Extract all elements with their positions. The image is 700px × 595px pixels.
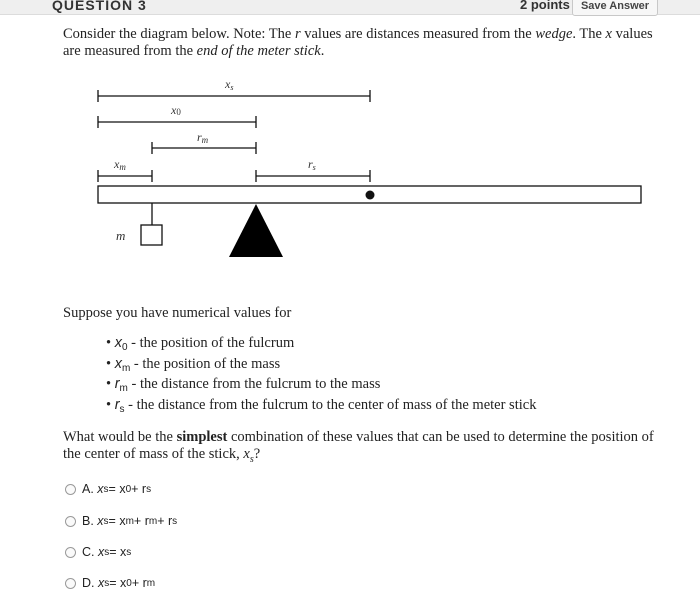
intro-x-symbol: x bbox=[605, 26, 612, 42]
option-op: + r bbox=[157, 514, 173, 528]
bullet-symbol: r bbox=[114, 376, 120, 392]
question-subscript: s bbox=[249, 453, 254, 465]
question-part: What would be the bbox=[63, 429, 177, 445]
bullet-desc: - the position of the fulcrum bbox=[127, 335, 295, 351]
label-xs: xs bbox=[225, 77, 234, 92]
label-x0: x0 bbox=[171, 103, 181, 117]
option-lhs: x bbox=[97, 576, 105, 590]
save-answer-button[interactable]: Save Answer bbox=[572, 0, 658, 16]
label-xm: xm bbox=[114, 157, 126, 172]
bullet-symbol: r bbox=[114, 396, 120, 413]
option-sub: s bbox=[126, 546, 132, 558]
intro-wedge: wedge bbox=[535, 26, 573, 42]
mass-box bbox=[141, 225, 162, 245]
question-text bbox=[63, 429, 663, 468]
bullet-subscript: m bbox=[121, 362, 131, 374]
intro-part: Consider the diagram below. Note: The bbox=[63, 26, 295, 42]
option-lhs: x bbox=[97, 545, 105, 559]
label-m: m bbox=[116, 228, 126, 243]
option-letter: C. bbox=[82, 545, 95, 559]
radio-option-a[interactable] bbox=[65, 484, 76, 495]
question-part: combination of these values that can be used to determine the position of the center of mass of the stick, bbox=[63, 429, 654, 462]
option-b[interactable] bbox=[65, 511, 177, 531]
list-item: • $x_m$ - the position of the mass bbox=[106, 355, 281, 374]
bullet-subscript: s bbox=[119, 403, 125, 415]
points-label: 2 points bbox=[520, 0, 570, 12]
list-item: • $r_s$ - the distance from the fulcrum to the center of mass of the meter stick bbox=[106, 396, 537, 415]
option-sub: m bbox=[148, 515, 158, 527]
intro-end-phrase: end of the meter stick bbox=[196, 43, 321, 59]
question-symbol: x bbox=[243, 446, 250, 462]
option-d[interactable] bbox=[65, 573, 155, 593]
option-letter: D. bbox=[82, 576, 95, 590]
option-c[interactable] bbox=[65, 542, 131, 562]
intro-part: . The bbox=[572, 26, 606, 42]
option-sub: 0 bbox=[125, 483, 132, 495]
option-letter: B. bbox=[82, 514, 94, 528]
label-rs: rs bbox=[308, 157, 316, 172]
bullet-desc: - the distance from the fulcrum to the center of mass of the meter stick bbox=[124, 396, 537, 413]
intro-part: . bbox=[320, 43, 325, 59]
question-emphasis: simplest bbox=[176, 429, 228, 445]
bullet-subscript: 0 bbox=[121, 342, 128, 353]
label-rm: rm bbox=[197, 130, 209, 145]
radio-option-c[interactable] bbox=[65, 547, 76, 558]
suppose-text: Suppose you have numerical values for bbox=[63, 305, 292, 321]
option-lhs-sub: s bbox=[103, 515, 109, 527]
list-item: • $r_m$ - the distance from the fulcrum to the mass bbox=[106, 376, 381, 394]
question-part: ? bbox=[253, 446, 261, 462]
option-sub: s bbox=[146, 483, 152, 495]
option-lhs-sub: s bbox=[104, 577, 110, 589]
fulcrum-wedge bbox=[229, 204, 283, 257]
radio-option-b[interactable] bbox=[65, 516, 76, 527]
bullet-desc: - the distance from the fulcrum to the mass bbox=[127, 376, 381, 392]
option-sub: 0 bbox=[126, 577, 132, 589]
option-letter: A. bbox=[82, 482, 94, 496]
option-rhs: = x bbox=[108, 514, 126, 528]
option-lhs-sub: s bbox=[103, 483, 109, 495]
option-op: + r bbox=[133, 514, 149, 528]
variable-list bbox=[106, 333, 536, 415]
intro-part: values are measured from the bbox=[63, 26, 653, 59]
bullet-desc: - the position of the mass bbox=[130, 355, 281, 372]
bullet-symbol: x bbox=[114, 335, 122, 351]
option-op: + r bbox=[131, 482, 147, 496]
option-op: + r bbox=[131, 576, 147, 590]
option-sub: s bbox=[172, 515, 178, 527]
option-lhs: x bbox=[97, 482, 104, 496]
option-rhs: = x bbox=[109, 545, 127, 559]
option-rhs: = x bbox=[108, 482, 126, 496]
question-title: QUESTION 3 bbox=[52, 0, 147, 13]
bullet-subscript: m bbox=[119, 383, 128, 394]
list-item: • $x_0$ - the position of the fulcrum bbox=[106, 335, 295, 353]
radio-option-d[interactable] bbox=[65, 578, 76, 589]
intro-part: values are distances measured from the bbox=[300, 26, 536, 42]
intro-r-symbol: r bbox=[294, 26, 301, 42]
center-of-mass-dot bbox=[366, 191, 375, 200]
option-a[interactable] bbox=[65, 479, 151, 499]
option-sub: m bbox=[125, 515, 134, 527]
option-lhs-sub: s bbox=[104, 546, 110, 558]
option-sub: m bbox=[146, 577, 156, 589]
option-rhs: = x bbox=[109, 576, 127, 590]
option-lhs: x bbox=[97, 514, 104, 528]
bullet-symbol: x bbox=[114, 355, 122, 372]
